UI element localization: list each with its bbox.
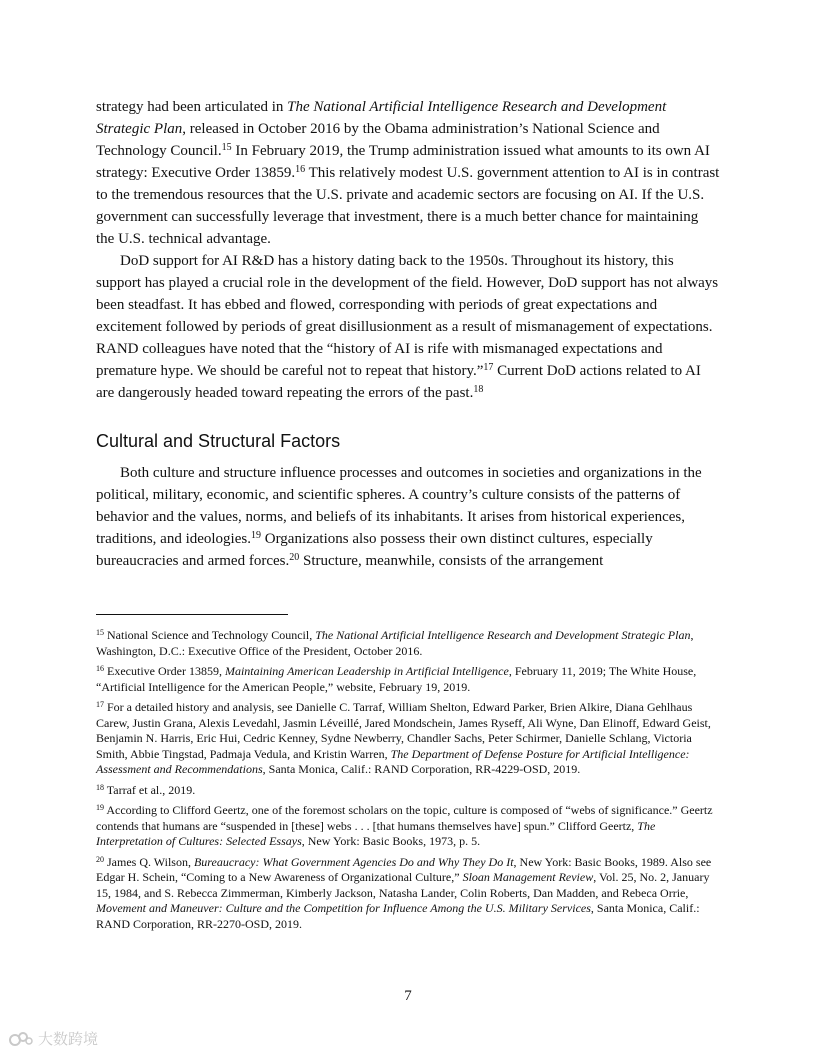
italic-title: Movement and Maneuver: Culture and the Competition for Influence Among the U.S. Military Services <box>96 901 591 915</box>
footnote-18 <box>96 783 720 799</box>
text-run: James Q. Wilson, <box>104 854 194 869</box>
page-number: 7 <box>404 988 412 1004</box>
text-run: Executive Order 13859, <box>104 664 225 678</box>
text-run: This relatively modest U.S. government attention to AI is in contrast to the tremendous resources that the U.S. private and academic sectors are focusing on AI. If the U.S. government can successfully leverage that investment, there is a much better chance for maintaining the U.S. technical advantage. <box>96 165 720 247</box>
footnote-16 <box>96 664 720 695</box>
section-heading: Cultural and Structural Factors <box>96 431 341 451</box>
text-run: Organizations also possess their own distinct cultures, especially bureaucracies and armed forces. <box>96 531 653 569</box>
italic-title: Maintaining American Leadership in Artificial Intelligence <box>224 664 509 678</box>
body-text-top <box>96 96 720 404</box>
text-run: , New York: Basic Books, 1989. Also see Edgar H. Schein, “Coming to a New Awareness of Organizational Culture,” <box>96 854 712 884</box>
watermark <box>8 1028 98 1049</box>
italic-title: The National Artificial Intelligence Research and Development Strategic Plan <box>96 99 667 137</box>
text-run: National Science and Technology Council, <box>104 628 316 642</box>
footnote-ref: 18 <box>96 782 104 792</box>
paragraph-strategy <box>96 96 720 250</box>
text-run: , Washington, D.C.: Executive Office of the President, October 2016. <box>96 628 694 658</box>
watermark-text: 大数跨境 <box>38 1030 99 1048</box>
text-run: According to Clifford Geertz, one of the foremost scholars on the topic, culture is composed of “webs of significance.” Geertz contends that humans are “suspended in [these] webs . . . [that humans themselves have] spun.” Clifford Geertz, <box>96 803 713 833</box>
footnote-ref: 17 <box>483 362 494 373</box>
watermark-logo-icon <box>8 1031 34 1047</box>
footnote-ref: 15 <box>96 628 104 637</box>
paragraph-culture-structure <box>96 462 720 572</box>
text-run: For a detailed history and analysis, see Danielle C. Tarraf, William Shelton, Edward Parker, Brien Alkire, Diana Gehlhaus Carew, Justin Grana, Alexis Levedahl, Jasmin Léveillé, Jared Mondschein, James Ryseff, Ali Wyne, Dan Elinoff, Edward Geist, Benjamin N. Harris, Eric Hui, Cedric Kenney, Sydne Newberry, Chandler Sachs, Peter Schirmer, Danielle Schlang, Victoria Smith, Abbie Tingstad, Padmaja Vedula, and Kristin Warren, <box>96 700 711 761</box>
footnote-ref: 15 <box>221 142 232 153</box>
text-run: , Santa Monica, Calif.: RAND Corporation, RR-4229-OSD, 2019. <box>262 762 581 776</box>
footnote-15 <box>96 628 720 659</box>
italic-title: The National Artificial Intelligence Research and Development Strategic Plan <box>315 628 691 642</box>
footnote-ref: 20 <box>289 552 300 563</box>
footnotes <box>96 628 720 937</box>
text-run: strategy had been articulated in <box>96 99 288 115</box>
text-run: , Santa Monica, Calif.: RAND Corporation, RR-2270-OSD, 2019. <box>96 901 700 931</box>
footnote-ref: 19 <box>250 530 261 541</box>
text-run: , Vol. 25, No. 2, January 15, 1984, and S. Rebecca Zimmerman, Kimberly Jackson, Natasha Lander, Colin Roberts, Dan Madden, and Rebeca Orrie, <box>96 870 710 900</box>
text-run: , New York: Basic Books, 1973, p. 5. <box>301 834 481 848</box>
italic-title: The Department of Defense Posture for Artificial Intelligence: Assessment and Recommendations <box>96 746 690 776</box>
text-run: In February 2019, the Trump administration issued what amounts to its own AI strategy: Executive Order 13859. <box>96 143 710 181</box>
footnote-20 <box>96 855 720 933</box>
text-run: , released in October 2016 by the Obama administration’s National Science and Technology Council. <box>96 121 660 159</box>
text-run: Both culture and structure influence processes and outcomes in societies and organizations in the political, military, economic, and scientific spheres. A country’s culture consists of the patterns of behavior and the values, norms, and beliefs of its inhabitants. It arises from historical experiences, traditions, and ideologies. <box>96 465 702 547</box>
footnote-divider <box>96 614 288 615</box>
text-run: Current DoD actions related to AI are dangerously headed toward repeating the errors of the past. <box>96 363 701 401</box>
text-run: DoD support for AI R&D has a history dating back to the 1950s. Throughout its history, this support has played a crucial role in the development of the field. However, DoD support has not always been steadfast. It has ebbed and flowed, corresponding with periods of great expectations and excitement followed by periods of great disillusionment as a result of mismanagement of expectations. RAND colleagues have noted that the “history of AI is rife with mismanaged expectations and premature hype. We should be careful not to repeat that history.” <box>96 253 719 379</box>
paragraph-dod-support <box>96 250 720 404</box>
text-run: Structure, meanwhile, consists of the arrangement <box>299 553 604 569</box>
footnote-ref: 20 <box>96 854 104 864</box>
footnote-ref: 17 <box>96 700 104 709</box>
text-run: , February 11, 2019; The White House, “Artificial Intelligence for the American People,” website, February 19, 2019. <box>96 664 697 694</box>
footnote-17 <box>96 700 720 778</box>
text-run: Tarraf et al., 2019. <box>104 782 196 797</box>
italic-title: Bureaucracy: What Government Agencies Do and Why They Do It <box>193 854 514 869</box>
body-text-bottom <box>96 462 720 572</box>
italic-title: The Interpretation of Cultures: Selected Essays <box>96 818 656 848</box>
footnote-19 <box>96 803 720 850</box>
footnote-ref: 19 <box>96 803 104 812</box>
footnote-ref: 18 <box>473 384 484 395</box>
italic-title: Sloan Management Review <box>462 870 594 884</box>
footnote-ref: 16 <box>295 164 306 175</box>
footnote-ref: 16 <box>96 664 104 673</box>
